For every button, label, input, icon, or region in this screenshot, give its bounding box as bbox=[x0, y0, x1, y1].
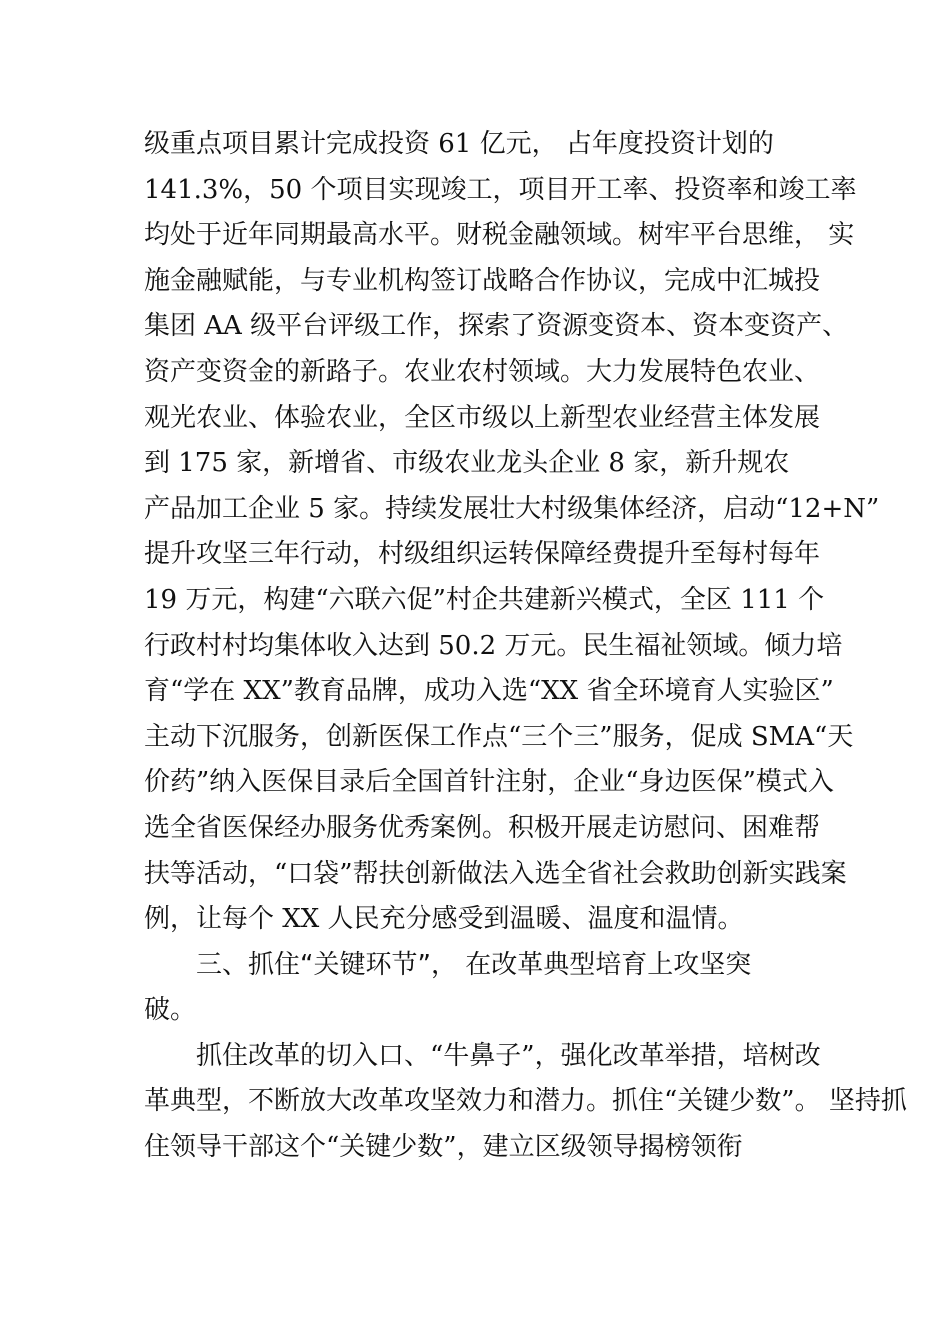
text-line-10: 提升攻坚三年行动，村级组织运转保障经费提升至每村每年 bbox=[144, 539, 821, 570]
text-line-17: 扶等活动，“口袋”帮扶创新做法入选全省社会救助创新实践案 bbox=[144, 858, 847, 889]
text-line-12: 行政村村均集体收入达到 50.2 万元。民生福祉领域。倾力培 bbox=[144, 630, 843, 661]
text-line-9: 产品加工企业 5 家。持续发展壮大村级集体经济，启动“12+N” bbox=[144, 493, 880, 524]
text-line-16: 选全省医保经办服务优秀案例。积极开展走访慰问、困难帮 bbox=[144, 812, 821, 843]
text-line-3: 均处于近年同期最高水平。财税金融领域。树牢平台思维， 实 bbox=[144, 220, 855, 251]
text-line-6: 资产变资金的新路子。农业农村领域。大力发展特色农业、 bbox=[144, 356, 821, 387]
body-text bbox=[144, 122, 907, 1171]
text-line-8: 到 175 家，新增省、市级农业龙头企业 8 家，新升规农 bbox=[144, 448, 790, 479]
text-line-18: 例，让每个 XX 人民充分感受到温暖、温度和温情。 bbox=[144, 904, 744, 935]
text-line-14: 主动下沉服务，创新医保工作点“三个三”服务，促成 SMA“天 bbox=[144, 721, 854, 752]
paragraph-line-1: 抓住改革的切入口、“牛鼻子”，强化改革举措，培树改 bbox=[196, 1040, 821, 1071]
text-line-15: 价药”纳入医保目录后全国首针注射，企业“身边医保”模式入 bbox=[144, 767, 834, 798]
text-line-5: 集团 AA 级平台评级工作，探索了资源变资本、资本变资产、 bbox=[144, 311, 849, 342]
text-line-1: 级重点项目累计完成投资 61 亿元， 占年度投资计划的 bbox=[144, 129, 774, 159]
text-line-4: 施金融赋能，与专业机构签订战略合作协议，完成中汇城投 bbox=[144, 265, 821, 296]
text-line-2: 141.3%，50 个项目实现竣工，项目开工率、投资率和竣工率 bbox=[144, 174, 857, 205]
section-heading-line-1: 三、抓住“关键环节”， 在改革典型培育上攻坚突 bbox=[196, 949, 752, 980]
section-heading-line-2: 破。 bbox=[144, 995, 197, 1026]
paragraph-line-2: 革典型，不断放大改革攻坚效力和潜力。抓住“关键少数”。 坚持抓 bbox=[144, 1086, 907, 1117]
paragraph-line-3: 住领导干部这个“关键少数”，建立区级领导揭榜领衔 bbox=[144, 1132, 743, 1163]
text-line-7: 观光农业、体验农业，全区市级以上新型农业经营主体发展 bbox=[144, 402, 821, 433]
text-line-11: 19 万元，构建“六联六促”村企共建新兴模式，全区 111 个 bbox=[144, 584, 825, 615]
text-line-13: 育“学在 XX”教育品牌，成功入选“XX 省全环境育人实验区” bbox=[144, 676, 834, 707]
